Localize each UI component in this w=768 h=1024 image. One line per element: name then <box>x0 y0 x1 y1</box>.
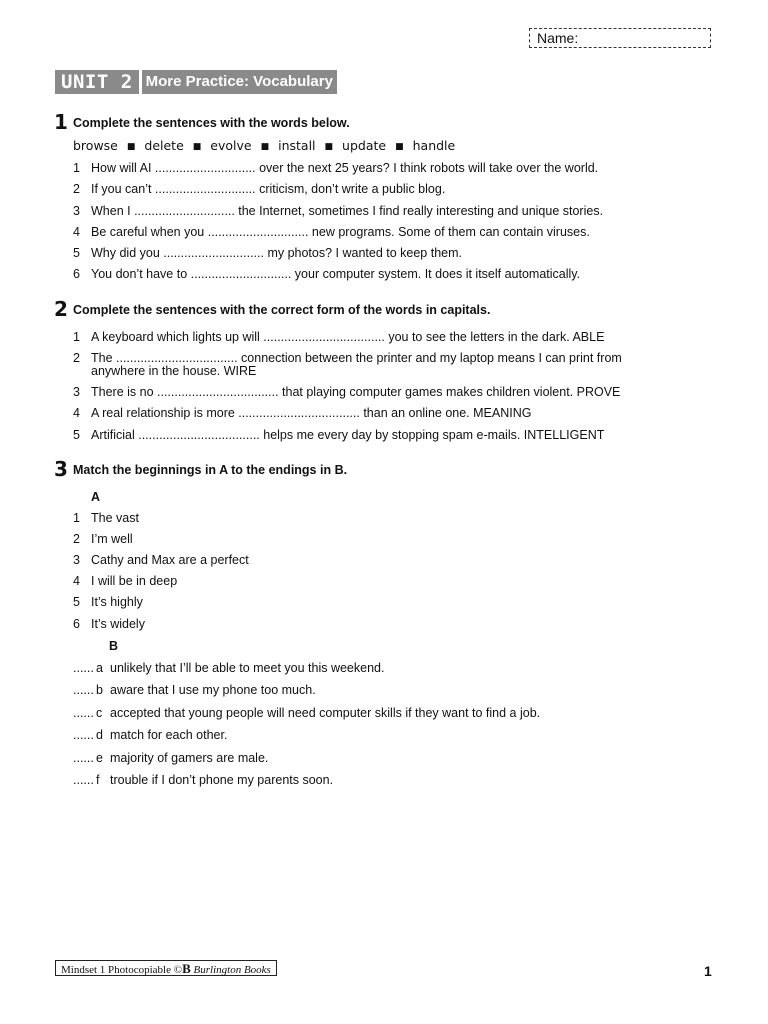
word-separator: ■ <box>192 142 202 152</box>
word-separator: ■ <box>395 142 404 152</box>
item-text: majority of gamers are male. <box>110 751 269 765</box>
word-separator: ■ <box>126 142 136 152</box>
exercise-2-instruction: Complete the sentences with the correct form of the words in capitals. <box>73 303 491 317</box>
item-number: 5 <box>73 595 80 609</box>
item-number: 4 <box>73 225 80 239</box>
page-title: More Practice: Vocabulary <box>142 70 337 94</box>
column-a-item <box>73 512 673 525</box>
item-number: 5 <box>73 246 80 260</box>
item-letter: a <box>96 661 103 675</box>
exercise-3-number: 3 <box>54 457 68 481</box>
item-number: 3 <box>73 385 80 399</box>
item-text: It’s highly <box>91 595 143 609</box>
unit-header <box>55 70 337 94</box>
item-number: 1 <box>73 161 80 175</box>
item-text: It’s widely <box>91 617 145 631</box>
word-bank-word: update <box>342 138 387 153</box>
footer-text: Mindset 1 Photocopiable © <box>61 964 183 976</box>
copyright-footer <box>55 960 277 976</box>
exercise-2-item <box>73 429 673 442</box>
word-bank-word: browse <box>73 138 118 153</box>
column-b-heading: B <box>109 639 119 653</box>
item-text: If you can’t ............................. criticism, don’t write a public blog. <box>91 182 446 196</box>
column-b-item <box>73 728 227 742</box>
item-text: I’m well <box>91 532 133 546</box>
answer-blank[interactable]: ...... <box>73 728 94 742</box>
item-letter: c <box>96 706 103 720</box>
answer-blank[interactable]: ...... <box>73 773 94 787</box>
column-a-heading: A <box>91 490 101 504</box>
unit-label: UNIT 2 <box>59 70 139 94</box>
item-text: Why did you ............................. my photos? I wanted to keep them. <box>91 246 462 260</box>
exercise-1-number: 1 <box>54 110 68 134</box>
answer-blank[interactable]: ...... <box>73 683 94 697</box>
column-b-item <box>73 773 333 787</box>
item-text: The vast <box>91 511 139 525</box>
column-a-item <box>73 596 673 609</box>
item-number: 4 <box>73 574 80 588</box>
item-text: accepted that young people will need computer skills if they want to find a job. <box>110 706 541 720</box>
exercise-1-instruction: Complete the sentences with the words below. <box>73 116 350 130</box>
item-text: I will be in deep <box>91 574 178 588</box>
item-number: 3 <box>73 553 80 567</box>
item-number: 2 <box>73 182 80 196</box>
item-number: 3 <box>73 204 80 218</box>
column-b-item <box>73 751 268 765</box>
answer-blank[interactable]: ...... <box>73 706 94 720</box>
exercise-1-item <box>73 205 673 218</box>
exercise-2-item <box>73 386 673 399</box>
exercise-2-number: 2 <box>54 297 68 321</box>
column-a-item <box>73 618 673 631</box>
item-number: 6 <box>73 617 80 631</box>
item-text: The ................................... connection between the printer and my laptop means I can print from anywhere in the house. WIRE <box>91 351 622 378</box>
item-text: unlikely that I’ll be able to meet you this weekend. <box>110 661 385 675</box>
item-letter: d <box>96 728 103 742</box>
item-text: A keyboard which lights up will ................................... you to see the letters in the dark. ABLE <box>91 330 605 344</box>
item-text: trouble if I don’t phone my parents soon. <box>110 773 334 787</box>
exercise-1-item <box>73 268 673 281</box>
item-number: 2 <box>73 532 80 546</box>
item-text: There is no ................................... that playing computer games makes children violent. PROVE <box>91 385 621 399</box>
item-number: 1 <box>73 330 80 344</box>
column-b-item <box>73 661 384 675</box>
exercise-2-item <box>73 352 673 378</box>
item-text: match for each other. <box>110 728 228 742</box>
publisher-name: Burlington Books <box>193 964 271 976</box>
item-text: aware that I use my phone too much. <box>110 683 316 697</box>
word-bank-word: handle <box>412 138 456 153</box>
item-letter: e <box>96 751 103 765</box>
column-a-item <box>73 575 673 588</box>
name-field[interactable] <box>529 28 711 48</box>
word-bank <box>73 138 455 153</box>
item-number: 1 <box>73 511 80 525</box>
item-text: Be careful when you ............................. new programs. Some of them can contain viruses. <box>91 225 590 239</box>
item-number: 4 <box>73 406 80 420</box>
column-b-item <box>73 683 316 697</box>
item-number: 5 <box>73 428 80 442</box>
exercise-1-item <box>73 226 673 239</box>
answer-blank[interactable]: ...... <box>73 661 94 675</box>
exercise-1-item <box>73 247 673 260</box>
column-b-item <box>73 706 540 720</box>
item-letter: f <box>96 773 100 787</box>
item-text: Artificial ................................... helps me every day by stopping spam e-mails. INTELLIGENT <box>91 428 605 442</box>
item-number: 6 <box>73 267 80 281</box>
word-bank-word: install <box>278 138 316 153</box>
exercise-1-item <box>73 162 673 175</box>
item-text: How will AI ............................. over the next 25 years? I think robots will take over the world. <box>91 161 599 175</box>
item-text: You don’t have to ............................. your computer system. It does it itself automatically. <box>91 267 581 281</box>
answer-blank[interactable]: ...... <box>73 751 94 765</box>
page-number: 1 <box>704 963 712 979</box>
item-text: When I ............................. the Internet, sometimes I find really interesting and unique stories. <box>91 204 604 218</box>
column-a-item <box>73 554 673 567</box>
item-letter: b <box>96 683 103 697</box>
publisher-logo-icon: B <box>182 961 191 976</box>
word-bank-word: evolve <box>210 138 252 153</box>
word-bank-word: delete <box>144 138 184 153</box>
exercise-2-item <box>73 331 673 344</box>
exercise-2-item <box>73 407 673 420</box>
word-separator: ■ <box>324 142 334 152</box>
exercise-3-instruction: Match the beginnings in A to the endings in B. <box>73 463 348 477</box>
word-separator: ■ <box>260 142 270 152</box>
item-text: Cathy and Max are a perfect <box>91 553 249 567</box>
column-a-item <box>73 533 673 546</box>
item-text: A real relationship is more ................................... than an online one. MEANING <box>91 406 532 420</box>
exercise-1-item <box>73 183 673 196</box>
item-number: 2 <box>73 351 80 365</box>
name-label: Name: <box>537 30 579 46</box>
